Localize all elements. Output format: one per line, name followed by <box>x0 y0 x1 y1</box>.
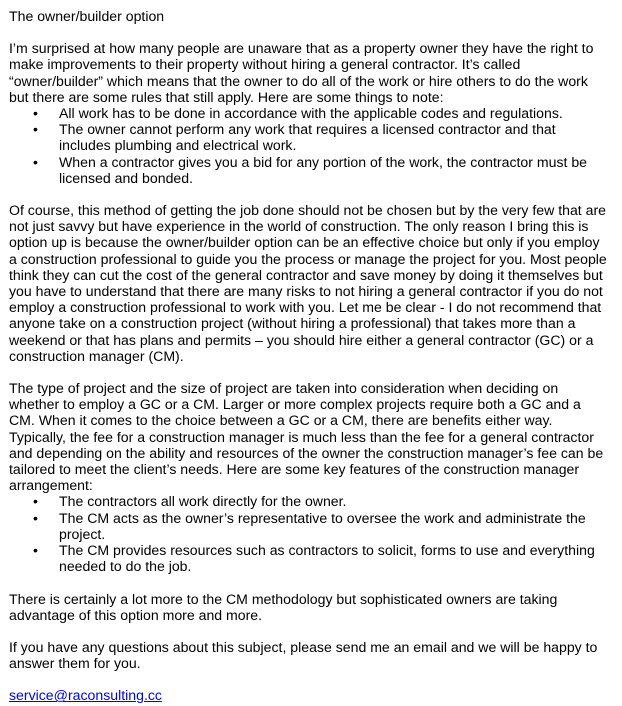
body-paragraph: Of course, this method of getting the job done should not be chosen but by the very few that are not just savvy but have experience in the world of construction. The only reason I bring this is option up is because the owner/builder option can be an effective choice but only if you employ a construction professional to guide you the process or manage the project for you. Most people think they can cut the cost of the general contractor and save money by doing it themselves but you have to understand that there are many risks to not hiring a general contractor if you do not employ a construction professional to work with you. Let me be clear - I do not recommend that anyone take on a construction project (without hiring a professional) that takes more than a weekend or that has plans and permits – you should hire either a general contractor (GC) or a construction manager (CM). <box>9 202 607 364</box>
list-item: • All work has to be done in accordance with the applicable codes and regulations. <box>9 105 609 121</box>
rules-list <box>9 105 609 186</box>
list-item: • The CM provides resources such as contractors to solicit, forms to use and everything needed to do the job. <box>9 542 609 574</box>
body-paragraph: There is certainly a lot more to the CM methodology but sophisticated owners are taking advantage of this option more and more. <box>9 590 558 623</box>
email-line <box>9 687 609 703</box>
page-title: The owner/builder option <box>9 8 165 24</box>
cm-section <box>9 380 609 574</box>
list-item: • The CM acts as the owner’s representative to oversee the work and administrate the project. <box>9 510 609 542</box>
list-item: • The contractors all work directly for the owner. <box>9 493 609 509</box>
body-paragraph: The type of project and the size of project are taken into consideration when deciding on whether to employ a GC or a CM. Larger or more complex projects require both a GC and a CM. When it comes to the choice between a GC or a CM, there are benefits either way. Typically, the fee for a construction manager is much less than the fee for a general contractor and depending on the ability and resources of the owner the construction manager’s fee can be tailored to meet the client’s needs. Here are some key features of the construction manager arrangement: <box>9 380 604 494</box>
intro-paragraph: I’m surprised at how many people are unaware that as a property owner they have the right to make improvements to their property without hiring a general contractor. It’s called “owner/builder” which means that the owner to do all of the work or hire others to do the work but there are some rules that still apply. Here are some things to note: <box>9 40 594 105</box>
list-item: • The owner cannot perform any work that requires a licensed contractor and that includes plumbing and electrical work. <box>9 121 609 153</box>
document-page <box>9 8 609 704</box>
list-item: • When a contractor gives you a bid for any portion of the work, the contractor must be licensed and bonded. <box>9 154 609 186</box>
email-link[interactable]: service@raconsulting.cc <box>9 687 162 704</box>
body-paragraph: If you have any questions about this subject, please send me an email and we will be happy to answer them for you. <box>9 638 598 672</box>
intro-section <box>9 40 609 186</box>
cm-features-list <box>9 493 609 574</box>
